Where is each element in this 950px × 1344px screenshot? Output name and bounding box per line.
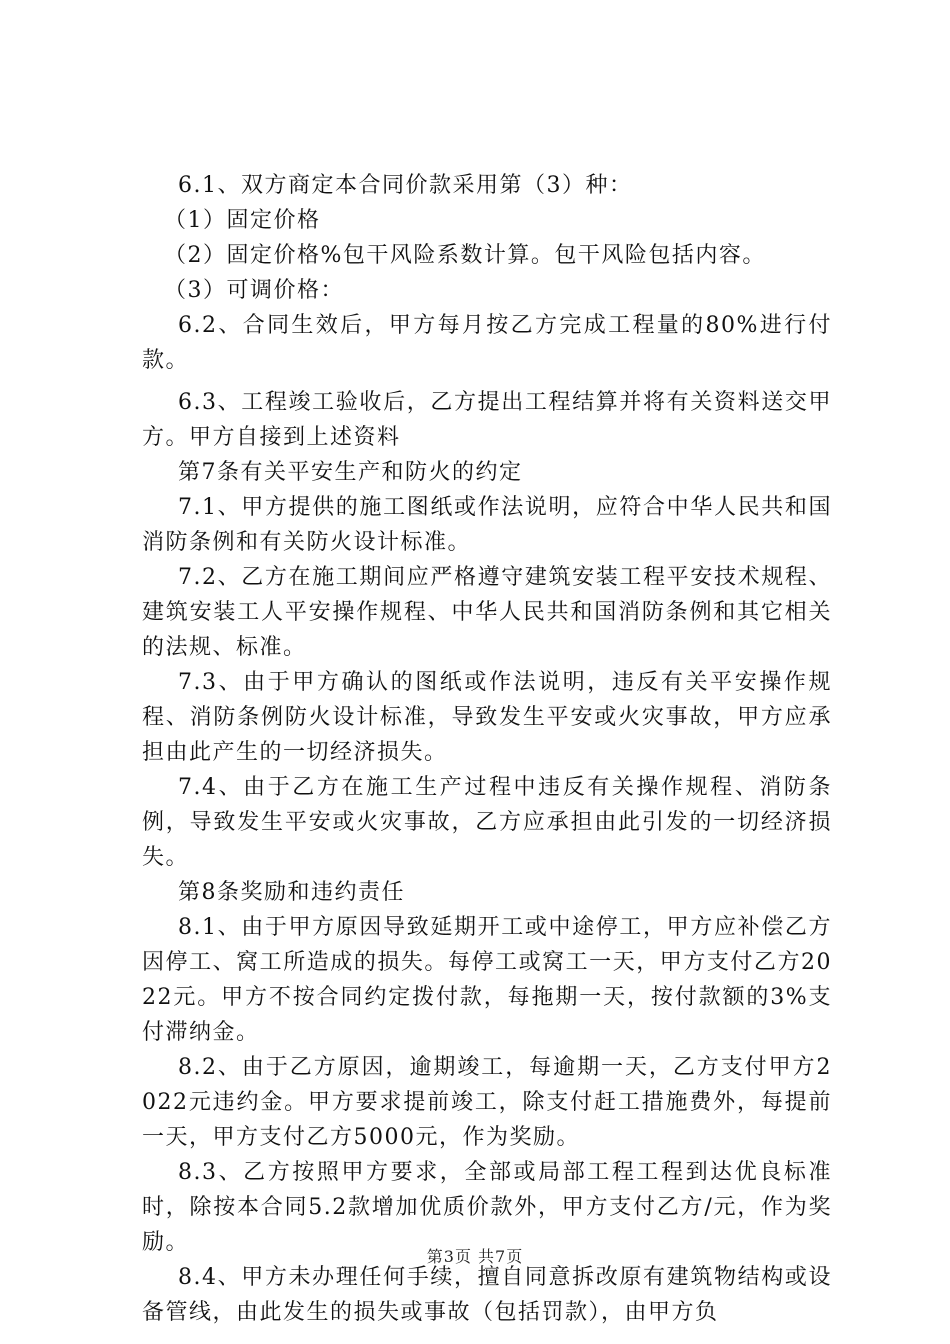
article-7-heading: 第7条有关平安生产和防火的约定 xyxy=(178,460,523,485)
clause-8-3: 8.3、乙方按照甲方要求，全部或局部工程工程到达优良标准时，除按本合同5.2款增加优质价款外，甲方支付乙方/元，作为奖励。 xyxy=(142,1160,832,1255)
clause-6-2: 6.2、合同生效后，甲方每月按乙方完成工程量的80%进行付款。 xyxy=(142,313,832,373)
option-3: （3）可调价格： xyxy=(164,278,344,303)
clause-8-1: 8.1、由于甲方原因导致延期开工或中途停工，甲方应补偿乙方因停工、窝工所造成的损失。每停工或窝工一天，甲方支付乙方2022元。甲方不按合同约定拨付款，每拖期一天，按付款额的3%支付滞纳金。 xyxy=(142,915,832,1045)
clause-7-2: 7.2、乙方在施工期间应严格遵守建筑安装工程平安技术规程、建筑安装工人平安操作规程、中华人民共和国消防条例和其它相关的法规、标准。 xyxy=(142,565,832,660)
clause-7-3: 7.3、由于甲方确认的图纸或作法说明，违反有关平安操作规程、消防条例防火设计标准，导致发生平安或火灾事故，甲方应承担由此产生的一切经济损失。 xyxy=(142,670,832,765)
page-footer: 第3页 共7页 xyxy=(426,1247,524,1266)
clause-7-4: 7.4、由于乙方在施工生产过程中违反有关操作规程、消防条例，导致发生平安或火灾事故，乙方应承担由此引发的一切经济损失。 xyxy=(142,775,832,870)
clause-7-1: 7.1、甲方提供的施工图纸或作法说明，应符合中华人民共和国消防条例和有关防火设计标准。 xyxy=(142,495,832,555)
clause-6-1: 6.1、双方商定本合同价款采用第（3）种： xyxy=(178,173,633,198)
clause-6-3: 6.3、工程竣工验收后，乙方提出工程结算并将有关资料送交甲方。甲方自接到上述资料 xyxy=(142,390,832,450)
document-body xyxy=(142,168,832,1330)
article-8-heading: 第8条奖励和违约责任 xyxy=(178,880,405,905)
clause-8-2: 8.2、由于乙方原因，逾期竣工，每逾期一天，乙方支付甲方2022元违约金。甲方要求提前竣工，除支付赶工措施费外，每提前一天，甲方支付乙方5000元，作为奖励。 xyxy=(142,1055,832,1150)
option-2: （2）固定价格%包干风险系数计算。包干风险包括内容。 xyxy=(164,243,766,268)
option-1: （1）固定价格 xyxy=(164,208,321,233)
clause-8-4: 8.4、甲方未办理任何手续，擅自同意拆改原有建筑物结构或设备管线，由此发生的损失或事故（包括罚款），由甲方负 xyxy=(142,1265,832,1325)
